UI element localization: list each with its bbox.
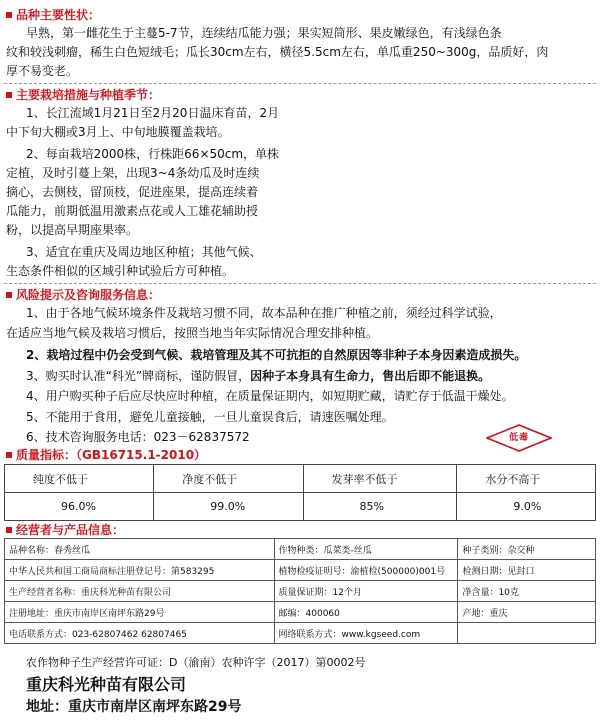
table-cell: 质量保证期：12个月 (274, 581, 458, 602)
company-address: 地址：重庆市南岸区南坪东路29号 (26, 699, 242, 715)
company-name: 重庆科光种苗有限公司 (26, 675, 187, 694)
risk-line-4-text: 用户购买种子后应尽快应时种植，在质量保证期内，如短期贮藏，请贮存于低温干燥处。 (45, 389, 514, 403)
section-marker-icon (6, 452, 12, 458)
cultivation-line: 生态条件相似的区域引种试验后方可种植。 (6, 264, 235, 278)
table-row (5, 465, 596, 493)
quality-value: 9.0% (457, 493, 596, 521)
cultivation-line: 2、每亩栽培2000株，行株距66×50cm，单株 (26, 147, 280, 161)
table-cell: 植物检疫证明号：渝植检(500000)001号 (274, 560, 458, 581)
quality-value: 96.0% (5, 493, 154, 521)
risk-line-3-prefix: 3、购买时认准“科光”牌商标，谨防假冒， (26, 369, 251, 383)
cultivation-line: 摘心，去侧枝，留顶枝，促进座果，提高连续着 (6, 185, 259, 199)
cultivation-line: 瓜能力，前期低温用激素点花或人工雄花辅助授 (6, 204, 259, 218)
operator-title: 经营者与产品信息： (6, 521, 124, 538)
divider (4, 283, 596, 284)
cultivation-line: 3、适宜在重庆及周边地区种植；其他气候、 (26, 245, 262, 259)
risk-line: 1、由于各地气候环境条件及栽培习惯不同，故本品种在推广种植之前，须经过科学试验， (26, 306, 502, 320)
table-row (5, 560, 596, 581)
table-cell: 中华人民共和国工商局商标注册登记号：第583295 (5, 560, 275, 581)
tech-hotline: 6、技术咨询服务电话：023－62837572 (26, 430, 250, 444)
table-cell (458, 623, 596, 644)
table-row (5, 602, 596, 623)
table-cell: 生产经营者名称：重庆科光种苗有限公司 (5, 581, 275, 602)
quality-header: 纯度不低于 (5, 465, 154, 493)
table-cell: 品种名称：春秀丝瓜 (5, 539, 275, 560)
operator-table (4, 538, 596, 644)
table-cell: 净含量：10克 (458, 581, 596, 602)
table-row (5, 581, 596, 602)
cultivation-line: 定植，及时引蔓上架，出现3~4条幼瓜及时连续 (6, 166, 260, 180)
table-row (5, 623, 596, 644)
table-cell: 注册地址：重庆市南岸区南坪东路29号 (5, 602, 275, 623)
quality-header: 发芽率不低于 (303, 465, 457, 493)
cultivation-line: 粉，以提高早期座果率。 (6, 223, 139, 237)
section-marker-icon (6, 292, 12, 298)
table-cell: 检测日期：见封口 (458, 560, 596, 581)
table-cell: 电话联系方式：023-62807462 62807465 (5, 623, 275, 644)
risk-line-4-num: 4、 (26, 389, 46, 403)
traits-line-2: 纹和较浅刺瘤，稀生白色短绒毛；瓜长30cm左右，横径5.5cm左右，单瓜重250~300g，品质好，肉 (6, 45, 549, 59)
table-cell: 作物种类：瓜菜类-丝瓜 (274, 539, 458, 560)
badge-text: 低毒 (508, 433, 529, 443)
table-cell: 种子类别：杂交种 (458, 539, 596, 560)
cultivation-line: 1、长江流域1月21日至2月20日温床育苗，2月 (26, 106, 280, 120)
section-marker-icon (6, 527, 12, 533)
quality-header: 净度不低于 (154, 465, 303, 493)
license-number: 农作物种子生产经营许可证：D（渝南）农种许字（2017）第0002号 (26, 656, 366, 669)
risk-line (26, 387, 514, 406)
quality-value: 99.0% (154, 493, 303, 521)
risk-line: 2、栽培过程中仍会受到气候、栽培管理及其不可抗拒的自然原因等非种子本身因素造成损失。 (26, 348, 527, 362)
table-row (5, 493, 596, 521)
section-marker-icon (6, 92, 12, 98)
cultivation-title: 主要栽培措施与种植季节： (6, 86, 160, 103)
risk-line: 5、不能用于食用，避免儿童接触，一旦儿童误食后，请速医嘱处理。 (26, 410, 394, 424)
risk-title: 风险提示及咨询服务信息： (6, 286, 160, 303)
quality-header: 水分不高于 (457, 465, 596, 493)
table-cell: 网络联系方式：www.kgseed.com (274, 623, 458, 644)
risk-line: 在适应当地气候及栽培习惯后，按照当地当年实际情况合理安排种植。 (6, 326, 379, 340)
quality-table (4, 464, 596, 521)
table-cell: 邮编：400060 (274, 602, 458, 623)
table-row (5, 539, 596, 560)
quality-standard: （GB16715.1-2010） (76, 448, 207, 462)
quality-value: 85% (303, 493, 457, 521)
divider (4, 83, 596, 84)
low-toxicity-badge (486, 424, 552, 452)
section-marker-icon (6, 12, 12, 18)
traits-line-3: 厚不易变老。 (6, 64, 79, 78)
risk-line-3 (26, 367, 490, 386)
traits-title: 品种主要性状： (6, 6, 100, 23)
cultivation-line: 中下旬大棚或3月上、中旬地膜覆盖栽培。 (6, 125, 230, 139)
risk-line-3-bold: 因种子本身具有生命力，售出后即不能退换。 (250, 369, 491, 383)
quality-title: 质量指标：（GB16715.1-2010） (6, 446, 206, 463)
table-cell: 产地：重庆 (458, 602, 596, 623)
traits-line-1: 早熟，第一雌花生于主蔓5-7节，连续结瓜能力强；果实短筒形、果皮嫩绿色，有浅绿色条 (26, 26, 502, 40)
